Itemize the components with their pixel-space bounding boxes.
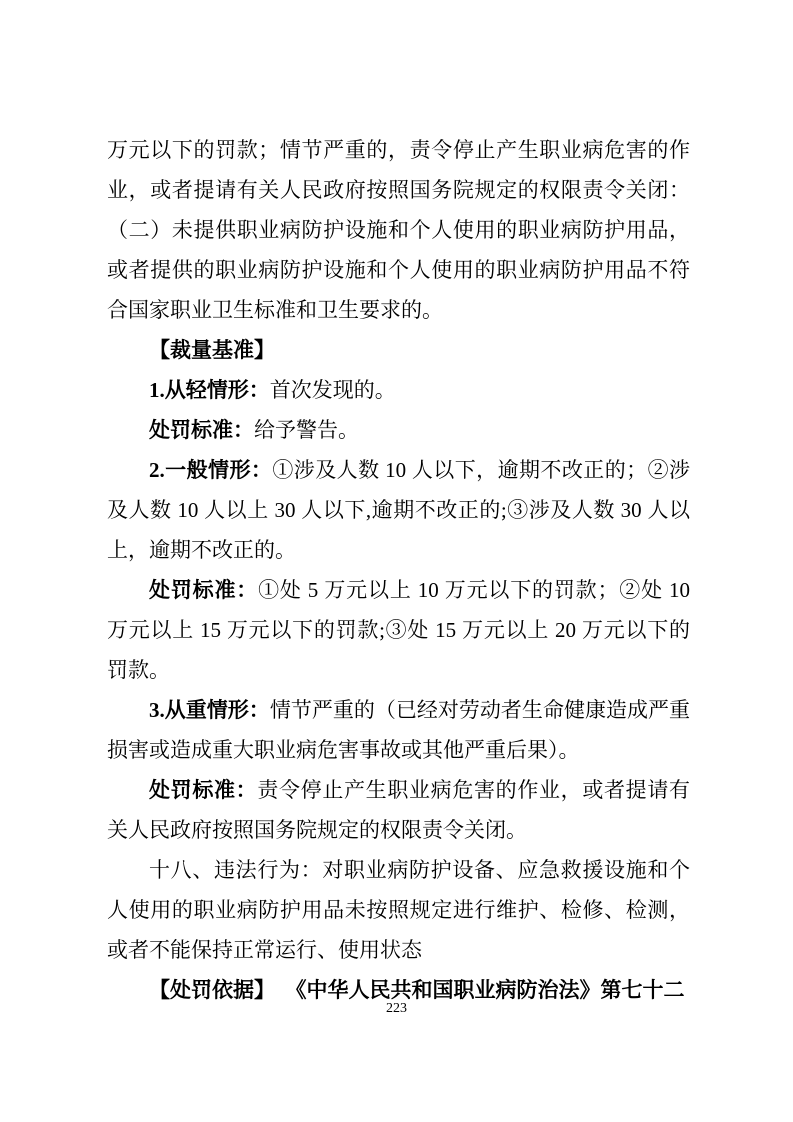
item-lenient <box>107 370 690 410</box>
penalty-standard-1-text: 给予警告。 <box>254 418 359 442</box>
item-aggravated-text: 情节严重的（已经对劳动者生命健康造成严重损害或造成重大职业病危害事故或其他严重后果）。 <box>107 698 691 762</box>
penalty-standard-2-label: 处罚标准： <box>149 578 259 602</box>
penalty-standard-2-text: ①处 5 万元以上 10 万元以下的罚款；②处 10 万元以上 15 万元以下的罚款;③处 15 万元以上 20 万元以下的罚款。 <box>107 578 691 682</box>
item-aggravated-label: 3.从重情形： <box>149 698 270 722</box>
penalty-standard-3-text: 责令停止产生职业病危害的作业，或者提请有关人民政府按照国务院规定的权限责令关闭。 <box>107 778 691 842</box>
penalty-standard-3 <box>107 770 690 850</box>
item-lenient-label: 1.从轻情形： <box>149 378 270 402</box>
item-lenient-text: 首次发现的。 <box>269 378 396 402</box>
penalty-standard-1 <box>107 410 690 450</box>
item-aggravated <box>107 690 690 770</box>
document-body <box>107 130 690 1010</box>
penalty-standard-3-label: 处罚标准： <box>149 778 258 802</box>
penalty-standard-2 <box>107 570 690 690</box>
section-heading-discretion-criteria: 【裁量基准】 <box>149 338 275 362</box>
penalty-basis-label: 【处罚依据】 <box>149 978 275 1002</box>
paragraph-continuation: 万元以下的罚款；情节严重的，责令停止产生职业病危害的作业，或者提请有关人民政府按照国务院规定的权限责令关闭：（二）未提供职业病防护设施和个人使用的职业病防护用品，或者提供的职业病防护设施和个人使用的职业病防护用品不符合国家职业卫生标准和卫生要求的。 <box>107 138 690 322</box>
item-general <box>107 450 690 570</box>
penalty-standard-1-label: 处罚标准： <box>149 418 254 442</box>
penalty-basis-text: 《中华人民共和国职业病防治法》第七十二 <box>296 978 685 1002</box>
violation-eighteen: 十八、违法行为：对职业病防护设备、应急救援设施和个人使用的职业病防护用品未按照规定进行维护、检修、检测，或者不能保持正常运行、使用状态 <box>107 858 690 962</box>
item-general-label: 2.一般情形： <box>149 458 273 482</box>
page-number: 223 <box>386 1001 407 1016</box>
item-general-text: ①涉及人数 10 人以下，逾期不改正的；②涉及人数 10 人以上 30 人以下,逾期不改正的;③涉及人数 30 人以上，逾期不改正的。 <box>107 458 691 562</box>
